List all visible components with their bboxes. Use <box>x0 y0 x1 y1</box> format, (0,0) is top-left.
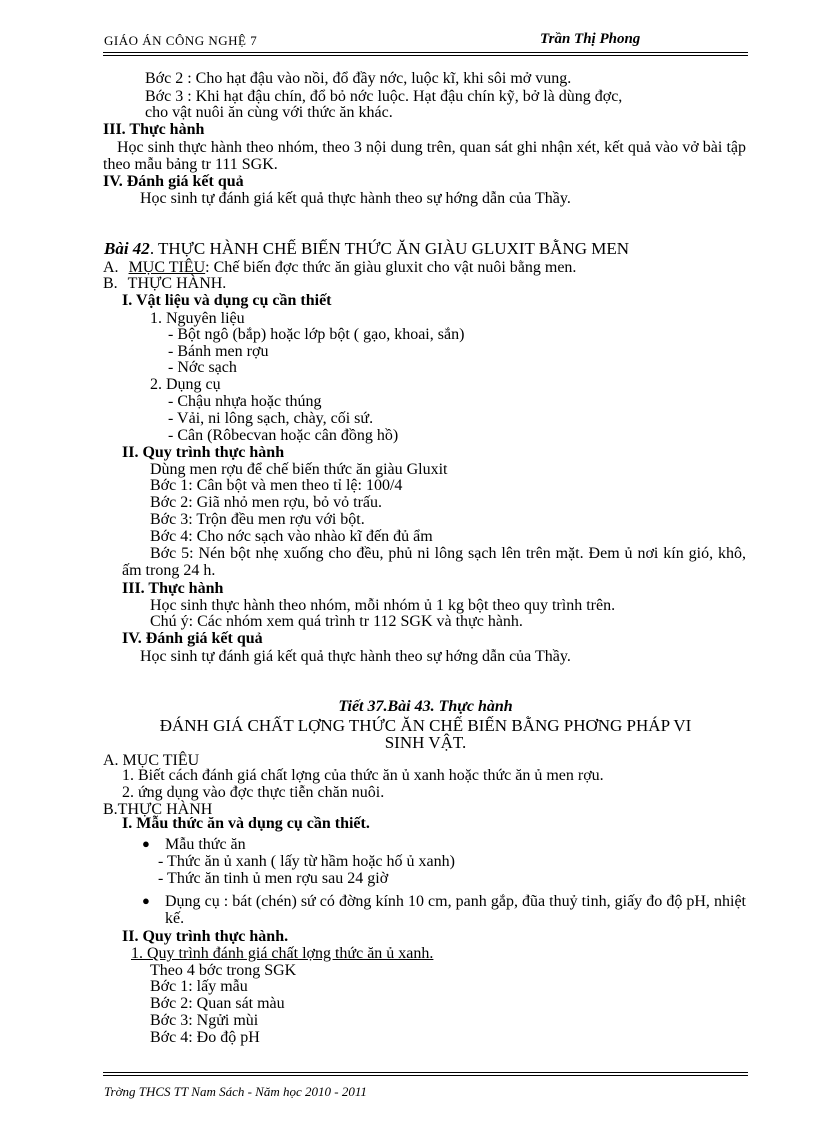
step-3: Bớc 3 : Khi hạt đậu chín, đổ bỏ nớc luộc. Hạt đậu chín kỹ, bở là dùng đợc, <box>145 88 623 105</box>
objective-1: 1. Biết cách đánh giá chất lợng của thức ăn ủ xanh hoặc thức ăn ủ men rợu. <box>122 767 604 784</box>
tool-1: - Chậu nhựa hoặc thúng <box>168 393 322 410</box>
footer-rule <box>103 1072 748 1073</box>
practice-line <box>103 275 226 292</box>
bullet-icon: ● <box>142 893 150 908</box>
objective-prefix: A. <box>103 259 119 276</box>
section-iv-title: IV. Đánh giá kết quả <box>103 173 244 190</box>
lesson-43-title: ĐÁNH GIÁ CHẤT LỢNG THỨC ĂN CHẾ BIẾN BẰNG PHƠNG PHÁP VI <box>159 716 692 735</box>
ingredient-2: - Bánh men rợu <box>168 343 269 360</box>
eval-step-2: Bớc 2: Quan sát màu <box>150 995 285 1012</box>
lesson-43-heading: Tiết 37.Bài 43. Thực hành <box>338 698 513 715</box>
sample-2: - Thức ăn tinh ủ men rợu sau 24 giờ <box>158 870 389 887</box>
evaluation-text: Học sinh tự đánh giá kết quả thực hành theo sự hớng dẫn của Thầy. <box>140 648 571 665</box>
section-iv-text: Học sinh tự đánh giá kết quả thực hành theo sự hớng dẫn của Thầy. <box>140 190 571 207</box>
procedure-step-1: Bớc 1: Cân bột và men theo tỉ lệ: 100/4 <box>150 477 403 494</box>
samples-tools-title: I. Mẫu thức ăn và dụng cụ cần thiết. <box>122 815 370 832</box>
objective-label: MỤC TIÊU <box>128 259 206 276</box>
samples-title: Mẫu thức ăn <box>165 836 246 853</box>
lesson-43-title-cont: SINH VẬT. <box>384 733 467 752</box>
procedure-title: II. Quy trình thực hành <box>122 444 285 461</box>
objectives-title: A. MỤC TIÊU <box>103 752 200 769</box>
procedure-intro-2: Theo 4 bớc trong SGK <box>150 962 297 979</box>
lesson-42-title: . THỰC HÀNH CHẾ BIẾN THỨC ĂN GIÀU GLUXIT BẰNG MEN <box>149 239 630 258</box>
header-rule <box>103 52 748 53</box>
tools-title: 2. Dụng cụ <box>150 376 221 393</box>
practice-section-title: B.THỰC HÀNH <box>103 801 213 818</box>
evaluation-title: IV. Đánh giá kết quả <box>122 630 263 647</box>
materials-title: I. Vật liệu và dụng cụ cần thiết <box>122 292 332 309</box>
ingredient-1: - Bột ngô (bắp) hoặc lớp bột ( gạo, khoai, sắn) <box>168 326 465 343</box>
lesson-42-label: Bài 42 <box>104 239 150 258</box>
section-iii-title: III. Thực hành <box>103 121 205 138</box>
practice-label: THỰC HÀNH. <box>127 275 227 292</box>
eval-step-1: Bớc 1: lấy mẫu <box>150 978 248 995</box>
step-2: Bớc 2 : Cho hạt đậu vào nồi, đổ đầy nớc, luộc kĩ, khi sôi mở vung. <box>145 70 572 87</box>
footer-rule-2 <box>103 1075 748 1076</box>
practice-prefix: B. <box>103 275 118 292</box>
procedure-step-2: Bớc 2: Giã nhỏ men rợu, bỏ vỏ trấu. <box>150 494 382 511</box>
practice-note: Chú ý: Các nhóm xem quá trình tr 112 SGK và thực hành. <box>150 613 523 630</box>
procedure-section-title: II. Quy trình thực hành. <box>122 928 289 945</box>
tool-3: - Cân (Rôbecvan hoặc cân đồng hồ) <box>168 427 399 444</box>
lesson-42-heading <box>104 240 629 257</box>
objective-2: 2. ứng dụng vào đợc thực tiễn chăn nuôi. <box>122 784 385 801</box>
tool-2: - Vải, ni lông sạch, chày, cối sứ. <box>168 410 374 427</box>
procedure-step-5: Bớc 5: Nén bột nhẹ xuống cho đều, phủ ni lông sạch lên trên mặt. Đem ủ nơi kín gió, khô, ấm trong 24 h. <box>122 545 746 579</box>
header-rule-2 <box>103 55 748 56</box>
section-iii-text: Học sinh thực hành theo nhóm, theo 3 nội dung trên, quan sát ghi nhận xét, kết quả vào vở bài tập theo mẫu bảng tr 111 SGK. <box>103 139 746 173</box>
eval-step-4: Bớc 4: Đo độ pH <box>150 1029 260 1046</box>
header-author: Trần Thị Phong <box>540 31 641 47</box>
step-3-cont: cho vật nuôi ăn cùng với thức ăn khác. <box>145 104 393 121</box>
footer-text: Trờng THCS TT Nam Sách - Năm học 2010 - 2011 <box>104 1084 367 1099</box>
objective-text: : Chế biến đợc thức ăn giàu gluxit cho vật nuôi bằng men. <box>205 259 577 276</box>
ingredients-title: 1. Nguyên liệu <box>150 310 245 327</box>
objective-line <box>103 259 576 276</box>
bullet-icon: ● <box>142 836 150 851</box>
sample-1: - Thức ăn ủ xanh ( lấy từ hầm hoặc hố ủ xanh) <box>158 853 455 870</box>
procedure-step-4: Bớc 4: Cho nớc sạch vào nhào kĩ đến đủ ẩm <box>150 528 433 545</box>
ingredient-3: - Nớc sạch <box>168 359 237 376</box>
header-title: GIÁO ÁN CÔNG NGHỆ 7 <box>104 33 258 48</box>
procedure-intro: Dùng men rợu để chế biến thức ăn giàu Gluxit <box>150 461 448 478</box>
procedure-1: 1. Quy trình đánh giá chất lợng thức ăn ủ xanh. <box>131 945 434 962</box>
practice-text: Học sinh thực hành theo nhóm, mỗi nhóm ủ 1 kg bột theo quy trình trên. <box>150 597 616 614</box>
tools-text: Dụng cụ : bát (chén) sứ có đờng kính 10 cm, panh gắp, đũa thuỷ tinh, giấy đo độ pH, nhiệt kế. <box>165 893 746 927</box>
eval-step-3: Bớc 3: Ngửi mùi <box>150 1012 259 1029</box>
procedure-step-3: Bớc 3: Trộn đều men rợu với bột. <box>150 511 365 528</box>
practice-title: III. Thực hành <box>122 580 224 597</box>
